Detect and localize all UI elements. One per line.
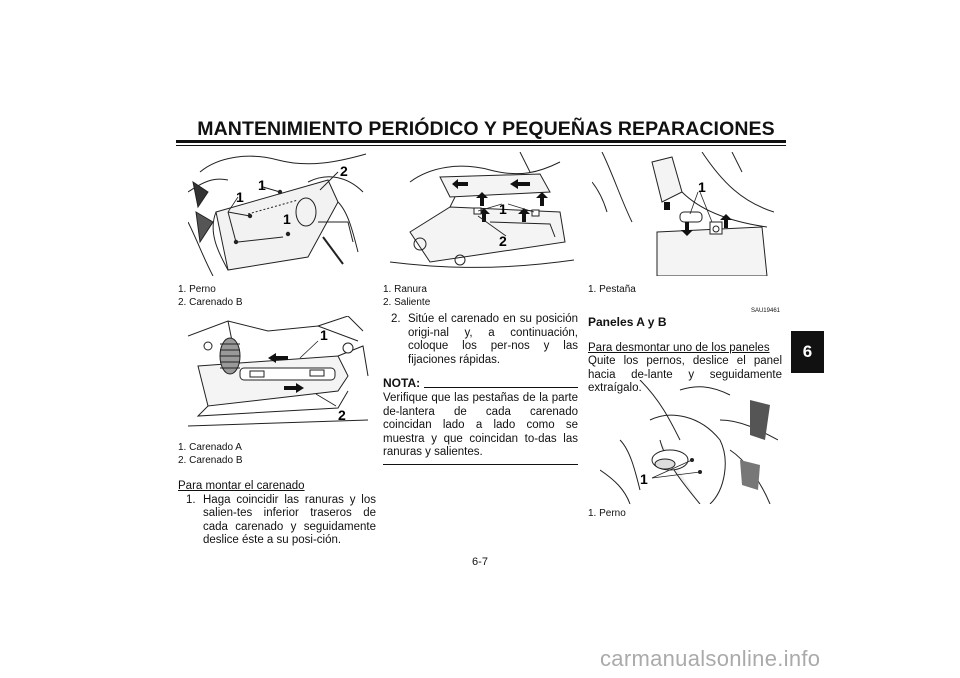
note-heading <box>383 377 578 391</box>
fairing-a-b-illustration <box>188 316 370 438</box>
remove-paragraph: Quite los pernos, deslice el panel hacia de-lante y seguidamente extraígalo. <box>588 355 782 395</box>
fig5-caption <box>588 507 626 520</box>
figure-slots-tabs <box>390 152 574 276</box>
fig2-label-1: 1 <box>320 327 328 343</box>
fig3-label-2: 2 <box>499 233 507 249</box>
fig2-label-2: 2 <box>338 407 346 423</box>
tab-illustration <box>592 152 774 276</box>
fig3-caption <box>383 283 430 309</box>
figure-tab <box>592 152 774 276</box>
col1-text <box>178 480 376 548</box>
caption-line: 2. Saliente <box>383 297 431 308</box>
caption-line: 1. Pestaña <box>588 284 636 295</box>
figure-panel-bolt <box>600 380 778 504</box>
fig4-label-1: 1 <box>698 179 706 195</box>
caption-line: 1. Perno <box>588 508 626 519</box>
fairing-bolts-illustration <box>188 152 370 276</box>
section-subheading: Paneles A y B <box>588 315 667 329</box>
note-text: Verifique que las pestañas de la parte de-lantera de cada carenado coincidan lado a lado como se muestra y que coincidan to-das las ranuras y salientes. <box>383 391 578 459</box>
col2-text <box>383 313 578 465</box>
fig3-label-1: 1 <box>499 201 507 217</box>
caption-line: 1. Ranura <box>383 284 427 295</box>
watermark: carmanualsonline.info <box>600 646 821 671</box>
step-2 <box>383 313 578 367</box>
step-number: 1. <box>186 493 196 506</box>
note-label: NOTA: <box>383 376 421 391</box>
fig4-caption <box>588 283 636 296</box>
step-text: Sitúe el carenado en su posición origi-nal y, a continuación, coloque los per-nos y las fijaciones rápidas. <box>408 313 578 366</box>
slots-tabs-illustration <box>390 152 574 276</box>
caption-line: 1. Perno <box>178 284 216 295</box>
fig5-label-1: 1 <box>640 471 648 487</box>
step-1 <box>178 494 376 548</box>
section-code: SAU19461 <box>750 308 780 314</box>
fig1-label-2: 2 <box>340 163 348 179</box>
section-heading-mount: Para montar el carenado <box>178 480 305 492</box>
page-number: 6-7 <box>472 556 488 568</box>
note-end-rule <box>383 464 578 465</box>
panel-bolt-illustration <box>600 380 778 504</box>
fig1-label-1c: 1 <box>283 211 291 227</box>
figure-fairing-bolts <box>188 152 370 276</box>
caption-line: 2. Carenado B <box>178 455 243 466</box>
section-heading-remove: Para desmontar uno de los paneles <box>588 341 770 354</box>
caption-line: 2. Carenado B <box>178 297 243 308</box>
header-rule-thin <box>176 145 786 146</box>
fig1-label-1b: 1 <box>258 177 266 193</box>
chapter-tab: 6 <box>791 331 824 373</box>
step-number: 2. <box>391 313 401 325</box>
header-rule <box>176 140 786 143</box>
figure-fairing-a-b <box>188 316 370 438</box>
step-text: Haga coincidir las ranuras y los salien-tes inferior traseros de cada carenado y seguidamente deslice éste a su posi-ción. <box>203 493 376 547</box>
fig1-caption <box>178 283 243 309</box>
page-title: MANTENIMIENTO PERIÓDICO Y PEQUEÑAS REPARACIONES <box>197 118 775 140</box>
caption-line: 1. Carenado A <box>178 442 242 453</box>
fig1-label-1a: 1 <box>236 189 244 205</box>
fig2-caption <box>178 441 243 467</box>
note-rule <box>424 387 578 388</box>
